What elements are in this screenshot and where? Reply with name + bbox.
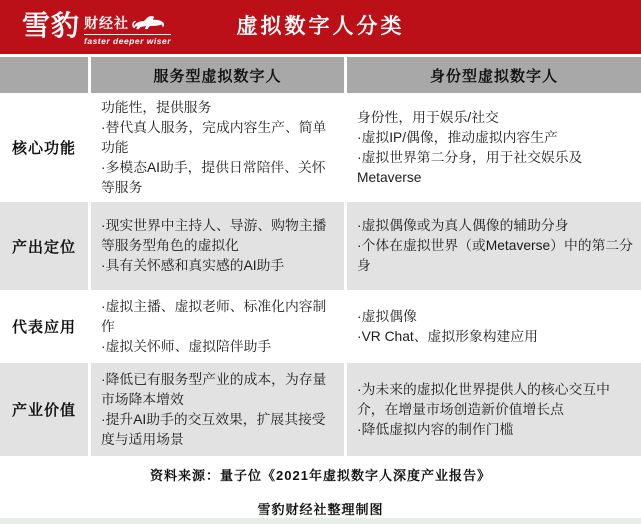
cell-line: ·为未来的虚拟化世界提供人的核心交互中介，在增量市场创造新价值增长点 — [357, 381, 610, 417]
identity-cell — [347, 202, 641, 290]
identity-cell — [347, 96, 641, 199]
cell-line: ·虚拟偶像或为真人偶像的辅助分身 — [357, 218, 569, 233]
top-banner — [0, 0, 641, 54]
logo-wordmark-main: 雪豹 — [22, 9, 81, 42]
logo-wordmark-sub: 财经社 — [84, 15, 130, 31]
cell-line: ·多模态AI助手，提供日常陪伴、关怀等服务 — [101, 159, 326, 195]
cell-line: ·虚拟主播、虚拟老师、标准化内容制作 — [101, 298, 327, 334]
credit-note: 雪豹财经社整理制图 — [257, 502, 384, 517]
corner-cell — [0, 57, 88, 93]
cell-line: ·降低虚拟内容的制作门槛 — [357, 421, 514, 437]
identity-cell — [347, 293, 641, 360]
cell-line: ·降低已有服务型产业的成本，为存量市场降本增效 — [101, 371, 327, 407]
cell-line: ·替代真人服务，完成内容生产、简单功能 — [101, 119, 327, 155]
cell-line: ·提升AI助手的交互效果，扩展其接受度与适用场景 — [101, 411, 326, 447]
cell-line: ·虚拟关怀师、虚拟陪伴助手 — [101, 338, 272, 354]
source-note: 资料来源：量子位《2021年虚拟数字人深度产业报告》 — [150, 468, 491, 483]
page-title: 虚拟数字人分类 — [236, 15, 405, 38]
cell-line: ·虚拟偶像 — [357, 308, 417, 324]
cell-line: 身份性，用于娱乐/社交 — [357, 109, 499, 125]
footer — [0, 456, 641, 518]
cell-line: ·现实世界中主持人、导游、购物主播等服务型角色的虚拟化 — [101, 218, 327, 253]
column-header-service: 服务型虚拟数字人 — [91, 57, 344, 93]
row-label: 代表应用 — [0, 293, 88, 360]
cell-line: ·个体在虚拟世界（或Metaverse）中的第二分身 — [357, 238, 633, 273]
service-cell — [91, 96, 344, 199]
service-cell — [91, 363, 344, 456]
logo-tagline: faster deeper wiser — [84, 36, 171, 46]
row-label: 产业价值 — [0, 363, 88, 456]
bottom-strip — [0, 518, 641, 524]
classification-table — [0, 57, 641, 456]
row-label: 产出定位 — [0, 202, 88, 290]
identity-cell — [347, 363, 641, 456]
service-cell — [91, 293, 344, 360]
cell-line: ·虚拟世界第二分身，用于社交娱乐及Metaverse — [357, 149, 583, 185]
cell-line: 功能性，提供服务 — [101, 99, 212, 115]
row-label: 核心功能 — [0, 96, 88, 199]
cell-line: ·具有关怀感和真实感的AI助手 — [101, 258, 285, 273]
cell-line: ·VR Chat、虚拟形象构建应用 — [357, 328, 538, 344]
cell-line: ·虚拟IP/偶像，推动虚拟内容生产 — [357, 129, 558, 145]
service-cell — [91, 202, 344, 290]
column-header-identity: 身份型虚拟数字人 — [347, 57, 641, 93]
